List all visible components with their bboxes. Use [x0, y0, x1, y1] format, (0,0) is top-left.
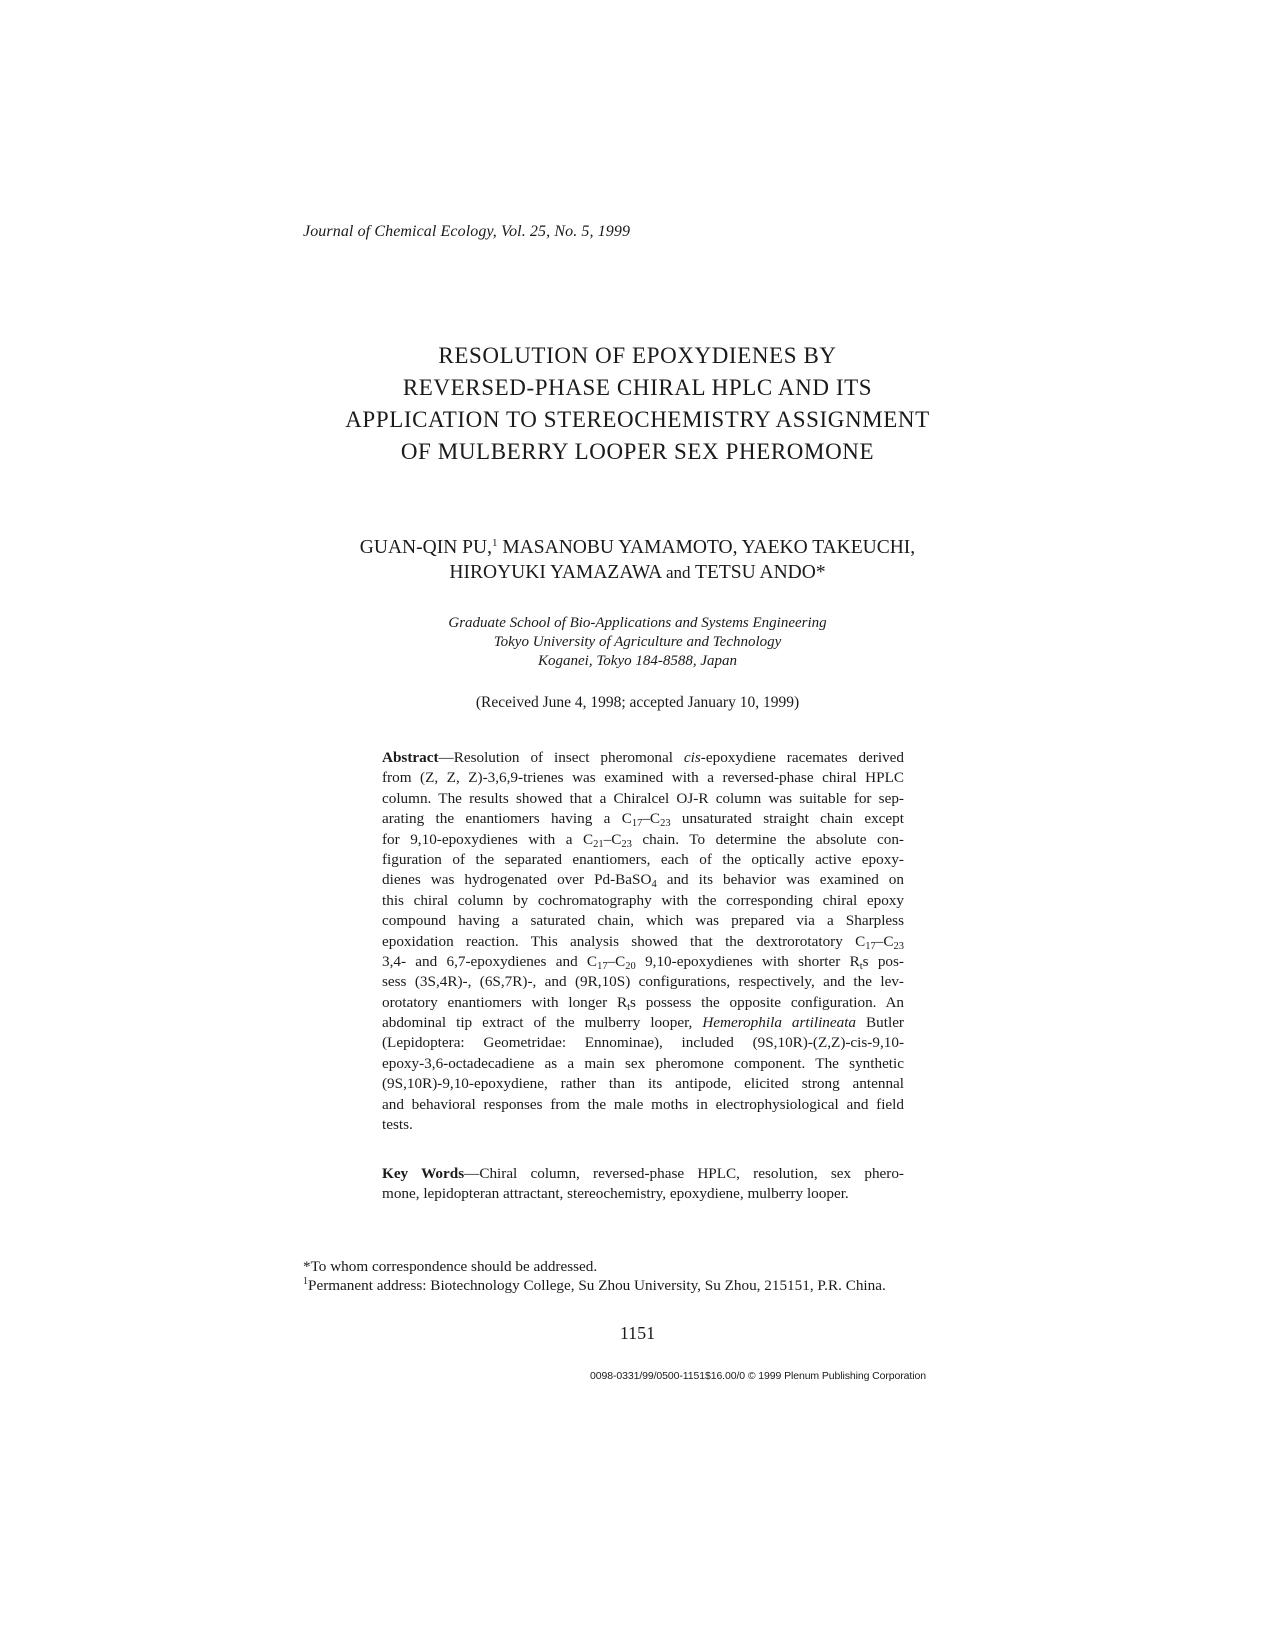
abstract [382, 748, 904, 1135]
abstract-line: abdominal tip extract of the mulberry looper, Hemerophila artilineata Butler [382, 1014, 904, 1032]
received-dates: (Received June 4, 1998; accepted January 10, 1999) [475, 694, 800, 711]
abstract-line: from (Z, Z, Z)-3,6,9-trienes was examined with a reversed-phase chiral HPLC [382, 769, 904, 787]
abstract-line: (Lepidoptera: Geometridae: Ennominae), included (9S,10R)-(Z,Z)-cis-9,10- [382, 1034, 904, 1052]
abstract-line: compound having a saturated chain, which was prepared via a Sharpless [382, 912, 904, 930]
author-line: HIROYUKI YAMAZAWA and TETSU ANDO* [449, 562, 826, 583]
abstract-line: figuration of the separated enantiomers, each of the optically active epoxy- [382, 850, 904, 868]
abstract-line: epoxy-3,6-octadecadiene as a main sex pheromone component. The synthetic [382, 1054, 904, 1072]
keywords-line: Key Words—Chiral column, reversed-phase HPLC, resolution, sex phero- [382, 1165, 904, 1182]
author-list [0, 535, 1275, 585]
affiliation-line: Koganei, Tokyo 184-8588, Japan [537, 653, 737, 669]
abstract-line: (9S,10R)-9,10-epoxydiene, rather than its antipode, elicited strong antennal [382, 1075, 904, 1093]
key-words [382, 1164, 904, 1205]
footnote-permanent-address: $^1$Permanent address: Biotechnology College, Su Zhou University, Su Zhou, 215151, P.R. China. [303, 1276, 886, 1294]
page-number: 1151 [619, 1323, 656, 1343]
affiliation-line: Graduate School of Bio-Applications and Systems Engineering [448, 615, 827, 631]
abstract-line: column. The results showed that a Chiralcel OJ-R column was suitable for sep- [382, 789, 904, 807]
title-line: REVERSED-PHASE CHIRAL HPLC AND ITS [402, 375, 873, 400]
footnote-correspondence: *To whom correspondence should be addressed. [303, 1258, 598, 1275]
abstract-line: dienes was hydrogenated over Pd-BaSO$_4$ and its behavior was examined on [382, 871, 904, 891]
abstract-line: and behavioral responses from the male moths in electrophysiological and field [382, 1095, 904, 1113]
title-line: OF MULBERRY LOOPER SEX PHEROMONE [400, 439, 875, 464]
abstract-line: Abstract—Resolution of insect pheromonal cis-epoxydiene racemates derived [382, 749, 904, 766]
abstract-line: this chiral column by cochromatography with the corresponding chiral epoxy [382, 891, 904, 909]
author-line: GUAN-QIN PU,$^1$ MASANOBU YAMAMOTO, YAEKO TAKEUCHI, [359, 537, 916, 558]
footnotes [303, 1257, 963, 1295]
abstract-line: epoxidation reaction. This analysis showed that the dextrorotatory $C_{17}-C_{23}$ [382, 932, 904, 952]
paper-title [0, 340, 1275, 468]
abstract-line: sess (3S,4R)-, (6S,7R)-, and (9R,10S) configurations, respectively, and the lev- [382, 973, 904, 991]
affiliation [0, 614, 1275, 671]
journal-citation: Journal of Chemical Ecology, Vol. 25, No. 5, 1999 [303, 223, 631, 240]
copyright-line: 0098-0331/99/0500-1151$16.00/0 © 1999 Plenum Publishing Corporation [590, 1370, 926, 1382]
keywords-line: mone, lepidopteran attractant, stereochemistry, epoxydiene, mulberry looper. [382, 1185, 849, 1203]
abstract-line: arating the enantiomers having a $C_{17}-C_{23}$ unsaturated straight chain except [382, 810, 904, 830]
abstract-line: orotatory enantiomers with longer $R_ts$ possess the opposite configuration. An [382, 993, 904, 1013]
abstract-line: for 9,10-epoxydienes with a $C_{21}-C_{23}$ chain. To determine the absolute con- [382, 830, 904, 850]
abstract-line: tests. [382, 1116, 413, 1134]
affiliation-line: Tokyo University of Agriculture and Technology [493, 634, 782, 650]
abstract-line: 3,4- and 6,7-epoxydienes and $C_{17}-C_{20}$ 9,10-epoxydienes with shorter $R_ts$ pos- [382, 952, 904, 972]
title-line: APPLICATION TO STEREOCHEMISTRY ASSIGNMENT [345, 407, 930, 432]
title-line: RESOLUTION OF EPOXYDIENES BY [438, 343, 837, 368]
